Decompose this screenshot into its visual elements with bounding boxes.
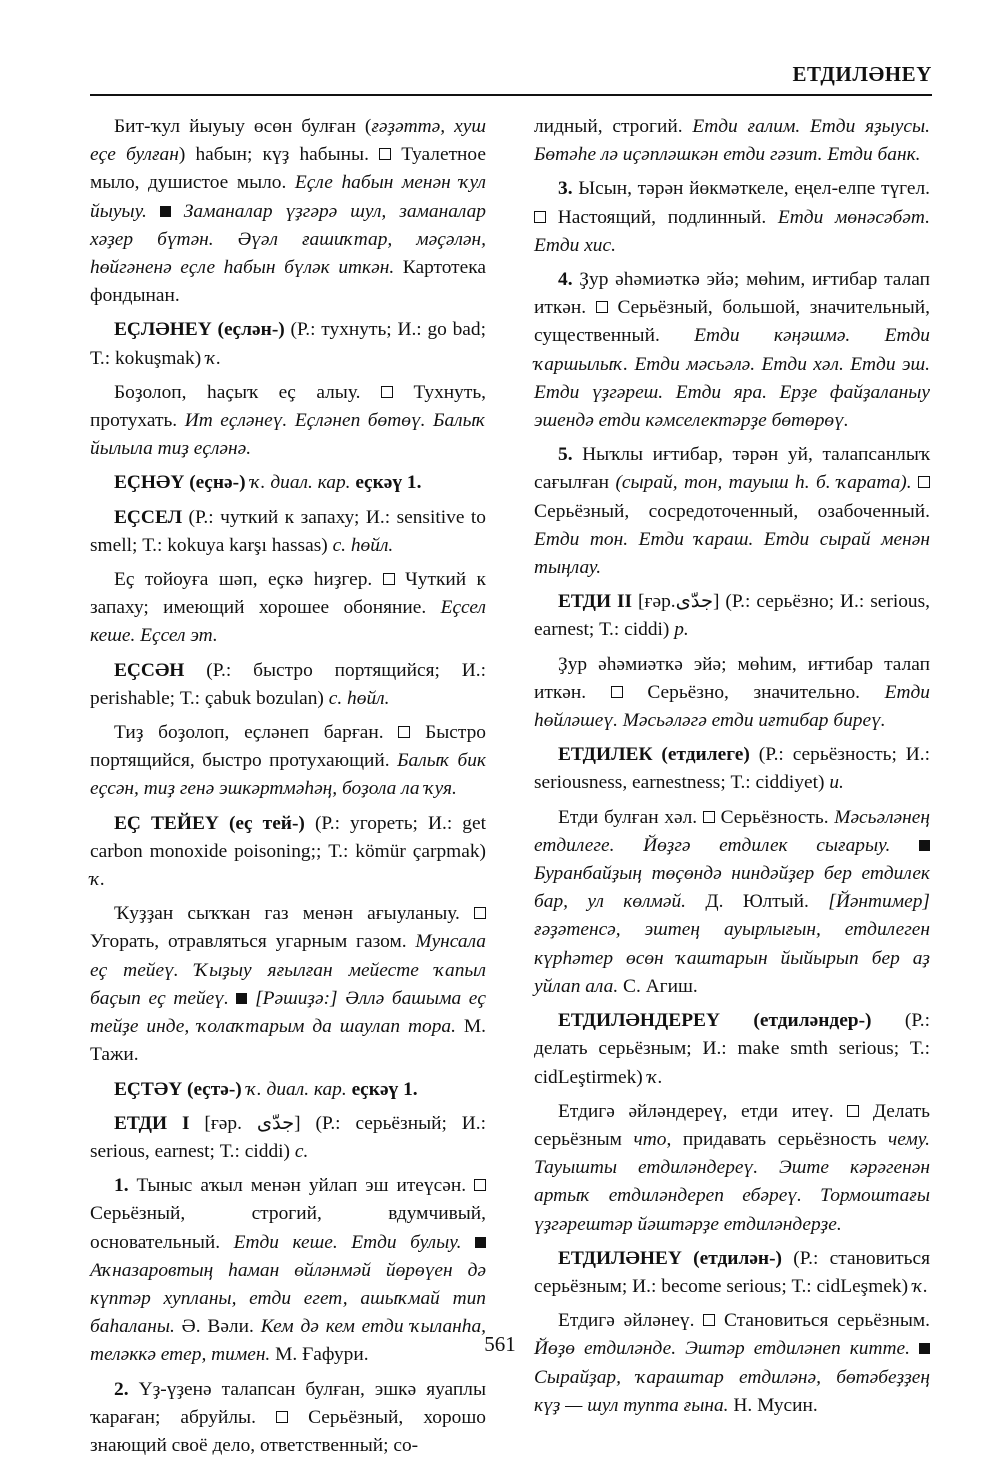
etymology: [ғәр.: [189, 1112, 257, 1134]
translations: (Р.: быстро портящийся; И.: perishable; Т.: çabuk bozulan): [90, 659, 486, 709]
headword: ЕТДИЛӘНЕҮ (етдилән-): [558, 1247, 783, 1269]
entry-headword-line: [90, 1110, 486, 1166]
usage-note: (сырай, тон, тауыш һ. б. ҡарата).: [615, 472, 912, 494]
definition: Ҙур әһәмиәткә эйә; мөһим, иғтибар талап иткән.: [534, 653, 930, 703]
translations: (Р.: угореть; И.: get carbon monoxide poisoning;; Т.: kömür çarpmak): [90, 812, 486, 862]
grammar-mark: с.: [294, 1140, 309, 1162]
translations: (Р.: становиться серьёзным; И.: become serious; Т.: cidLeşmek): [534, 1247, 930, 1297]
example: Еҫсел кеше. Еҫсел эт.: [90, 597, 486, 647]
entry-headword-line: [534, 588, 930, 644]
entry-paragraph: [534, 651, 930, 736]
open-square-icon: [398, 726, 410, 738]
filled-square-icon: [236, 993, 247, 1004]
quotation: Аҡназаровтың һаман өйләнмәй йөрөүен дә күптәр хупланы, етди егет, ашыҡмай тип баһаланы.: [90, 1259, 486, 1338]
definition: Тыныс аҡыл менән уйлап эш итеүсән.: [128, 1175, 467, 1197]
filled-square-icon: [919, 840, 930, 851]
translation: Серьёзный, большой, значительный, существенный.: [534, 297, 930, 347]
entry-headword-line: [90, 504, 486, 560]
entry-headword-line: [534, 741, 930, 797]
headword: ЕҪСӘН: [114, 659, 185, 681]
definition: Ҙур әһәмиәткә эйә; мөһим, иғтибар талап иткән.: [534, 269, 930, 319]
definition: Еҫ тойоуға шәп, еҫкә һиҙгер.: [114, 569, 373, 591]
headword: ЕТДИЛӘНДЕРЕҮ (етдиләндер-): [558, 1010, 872, 1032]
grammar-mark: ҡ.: [206, 347, 222, 369]
source: М. Ғафури.: [270, 1344, 369, 1366]
translation: Серьёзный, хорошо знающий своё дело, ответственный; со-: [90, 1406, 486, 1456]
grammar-mark: с. һөйл.: [332, 534, 394, 556]
open-square-icon: [918, 476, 930, 488]
definition: Тиҙ боҙолоп, еҫләнеп барған.: [114, 722, 384, 744]
definition: Етди булған хәл.: [558, 806, 698, 828]
definition: Үҙ-үҙенә талапсан булған, эшкә яуаплы ҡараған; абруйлы.: [90, 1378, 486, 1428]
translations: ] (Р.: серьёзный; И.: serious, earnest; Т.: ciddi): [90, 1112, 486, 1162]
definition: Ҡуҙҙан сыҡҡан газ менән ағыуланыу.: [114, 903, 460, 925]
definition: Етдигә әйләнеү.: [558, 1310, 695, 1332]
example: Мунсала еҫ тейеү. Ҡыҙыу яғылған мейесте ҡапыл баҫып еҫ тейеү.: [90, 931, 486, 1009]
entry-paragraph: [90, 719, 486, 804]
sense-number: 2.: [114, 1378, 129, 1400]
left-column: [90, 113, 486, 1466]
grammar-mark: ҡ. диал. кар.: [245, 472, 351, 494]
translation: Чуткий к запаху; имеющий хорошее обоняние.: [90, 569, 486, 619]
entry-headword-line: [90, 1076, 486, 1104]
translations: (Р.: тухнуть; И.: go bad; Т.: kokuşmak): [90, 319, 486, 369]
right-column: [534, 113, 930, 1426]
quotation: [Рәшиҙә:] Әллә башыма еҫ тейҙе инде, ҡолаҡтарым да шаулап тора.: [90, 987, 486, 1038]
source: Н. Мусин.: [728, 1394, 818, 1416]
quotation: Сырайҙар, ҡараштар етдиләнә, бөтәбеҙҙең күҙ — шул туптa ғына.: [534, 1366, 930, 1416]
sense-paragraph: [90, 1376, 486, 1461]
grammar-mark: ҡ. диал. кар.: [241, 1078, 347, 1100]
translation-note: чему.: [888, 1128, 930, 1150]
example: Етди һөйләшеү. Мәсьәләгә етди иғтибар биреү.: [534, 681, 930, 732]
example: Ит еҫләнеү. Еҫләнеп бөтөү. Балыҡ йылыла тиҙ еҫләнә.: [90, 410, 486, 460]
grammar-mark: ҡ.: [647, 1066, 663, 1088]
text: Бит-ҡул йыуыу өсөн булған (: [114, 116, 372, 137]
headword: ЕҪЛӘНЕҮ (еҫлән-): [114, 319, 285, 341]
grammar-mark: ҡ.: [90, 869, 106, 891]
definition: Ысын, тәрән йөкмәткеле, еңел-елпе түгел.: [572, 178, 930, 200]
quotation: Буранбайҙың төҫөндә ниндәйҙер бер етдилек бар, ул көлмәй.: [534, 863, 930, 913]
text: ) һабын; күҙ һабыны.: [178, 144, 369, 166]
continued-paragraph: [534, 113, 930, 169]
open-square-icon: [847, 1105, 859, 1117]
text: ғәҙәттә, хуш еҫе булған: [90, 116, 486, 166]
translation-note: что: [633, 1128, 667, 1150]
sense-number: 3.: [558, 178, 573, 200]
example: Мәсьәләнең етдилеге. Йөҙгә етдилек сығарыу.: [534, 806, 930, 856]
translations: (Р.: серьёзность; И.: seriousness, earnestness; Т.: ciddiyet): [534, 744, 930, 794]
grammar-mark: с. һөйл.: [328, 687, 390, 709]
entry-headword-line: [90, 657, 486, 713]
translation: Тухнуть, протухать.: [90, 381, 487, 432]
entry-paragraph: [90, 113, 486, 310]
translation: Серьёзный, сосредоточенный, озабоченный.: [534, 500, 930, 522]
entry-paragraph: [534, 1307, 930, 1420]
open-square-icon: [611, 686, 623, 698]
source: Картотека фондынан.: [90, 257, 486, 307]
open-square-icon: [383, 573, 395, 585]
cross-reference: еҫкәү 1.: [350, 472, 422, 494]
example: Етди тон. Етди ҡараш. Етди сырай менән тыңлау.: [534, 528, 930, 579]
entry-paragraph: [90, 900, 486, 1069]
arabic-etymon: جدّى: [256, 1112, 295, 1134]
open-square-icon: [474, 1179, 486, 1191]
example: Йөҙө етдиләнде. Эштәр етдиләнеп китте.: [534, 1338, 910, 1360]
open-square-icon: [596, 301, 608, 313]
example: Етди мөнәсәбәт. Етди хис.: [534, 206, 930, 256]
translations: ] (Р.: серьёзно; И.: serious, earnest; Т.: ciddi): [534, 591, 930, 641]
translation: Быстро портящийся, быстро протухающий.: [90, 722, 486, 772]
etymology: [ғәр.: [632, 591, 676, 613]
entry-headword-line: [534, 1007, 930, 1092]
grammar-mark: ҡ.: [912, 1275, 928, 1297]
cross-reference: еҫкәү 1.: [346, 1078, 418, 1100]
translation: Серьёзность.: [720, 806, 829, 828]
page-header: [90, 60, 932, 96]
quotation: Заманалар үҙгәрә шул, заманалар хәҙер бүтән. Әүәл ғашиҡтар, мәҫәлән, һөйгәненә еҫле һабын бүләк иткән.: [90, 200, 486, 279]
source: Д. Юлтый.: [686, 891, 829, 913]
example: Етди кәңәшмә. Етди ҡаршылыҡ. Етди мәсьәлә. Етди хәл. Етди эш. Етди үҙгәреш. Етди яра. Ерҙе файҙаланыу эшендә етди кәмселектәрҙе бөтөрөү.: [534, 325, 930, 432]
entry-headword-line: [90, 469, 486, 497]
entry-headword-line: [90, 810, 486, 895]
example: Етди кеше. Етди булыу.: [233, 1231, 462, 1253]
sense-number: 4.: [558, 269, 573, 291]
headword: ЕҪ ТЕЙЕҮ (еҫ тей-): [114, 812, 305, 834]
translation: , придавать серьёзность: [666, 1128, 889, 1150]
entry-paragraph: [90, 379, 486, 464]
open-square-icon: [474, 907, 486, 919]
entry-paragraph: [90, 566, 486, 651]
translation: Угорать, отравляться угарным газом.: [90, 931, 407, 953]
sense-paragraph: [534, 266, 930, 435]
arabic-etymon: جدّى: [675, 591, 713, 613]
quotation: [Йәнтимер] ғәҙәтенсә, эштең ауырлығын, етдилеген күрһәтер өсөн ҡаштарын йыйырып бер аҙ уйлап ала.: [534, 891, 930, 997]
sense-paragraph: [534, 175, 930, 260]
source: С. Агиш.: [618, 975, 698, 997]
quotation: Кем дә кем етди ҡыланһа, теләккә етер, тимен.: [90, 1316, 486, 1366]
translation: Серьёзно, значительно.: [647, 681, 860, 703]
headword: ЕТДИ I: [114, 1112, 190, 1134]
open-square-icon: [276, 1411, 288, 1423]
translations: (Р.: делать серьёзным; И.: make smth serious; Т.: cidLeştirmek): [534, 1010, 930, 1088]
headword: ЕТДИ II: [558, 591, 633, 613]
headword: ЕҪНӘҮ (еҫнә-): [114, 472, 246, 494]
source: Ә. Вәли.: [174, 1316, 261, 1338]
grammar-mark: и.: [829, 772, 844, 794]
translation: Серьёзный, строгий, вдумчивый, основательный.: [90, 1203, 486, 1253]
entry-paragraph: [534, 1098, 930, 1239]
entry-headword-line: [534, 1245, 930, 1301]
translation: Туалетное мыло, душистое мыло.: [90, 144, 486, 194]
grammar-mark: р.: [674, 619, 689, 641]
headword: ЕҪТӘҮ (еҫтә-): [114, 1078, 242, 1100]
definition: Ныҡлы иғтибар, тәрән уй, талапсанлыҡ сағылған: [534, 444, 930, 494]
open-square-icon: [381, 386, 393, 398]
filled-square-icon: [160, 206, 171, 217]
example: Тауышты етдиләндереү. Эште кәрәгенән артыҡ етдиләндереп ебәреү. Тормоштағы үҙгәрештәр йәштәрҙе етдиләндерҙе.: [534, 1157, 930, 1235]
entry-paragraph: [534, 804, 930, 1001]
headword: ЕТДИЛЕК (етдилеге): [558, 744, 750, 766]
open-square-icon: [534, 211, 546, 223]
definition: Боҙолоп, һаҫыҡ еҫ алыу.: [114, 381, 361, 403]
page-number: 561: [484, 1332, 516, 1356]
example: Еҫле һабын менән ҡул йыуыу.: [90, 172, 487, 222]
translation: Делать серьёзным: [534, 1100, 930, 1150]
open-square-icon: [379, 148, 391, 160]
example: Балыҡ бик еҫсән, тиҙ генә эшкәртмәһәң, боҙола ла ҡуя.: [90, 750, 487, 800]
example: Етди ғалим. Етди яҙыусы. Бөтәһе лә иҫәпләшкән етди гәзит. Етди банк.: [534, 116, 930, 166]
sense-number: 1.: [114, 1175, 129, 1197]
source: М. Тажи.: [90, 1016, 486, 1066]
translation: Настоящий, подлинный.: [557, 206, 767, 228]
open-square-icon: [703, 811, 715, 823]
translation: Становиться серьёзным.: [724, 1310, 930, 1332]
sense-paragraph: [534, 441, 930, 582]
entry-headword-line: [90, 316, 486, 372]
translations: (Р.: чуткий к запаху; И.: sensitive to smell; Т.: kokuya karşı hassas): [90, 506, 486, 556]
filled-square-icon: [475, 1237, 486, 1248]
translation: лидный, строгий.: [534, 116, 683, 137]
open-square-icon: [703, 1314, 715, 1326]
definition: Етдигә әйләндереү, етди итеү.: [558, 1100, 834, 1122]
headword: ЕҪСЕЛ: [114, 506, 183, 528]
sense-number: 5.: [558, 444, 573, 466]
running-title: ЕТДИЛӘНЕҮ: [792, 62, 932, 86]
